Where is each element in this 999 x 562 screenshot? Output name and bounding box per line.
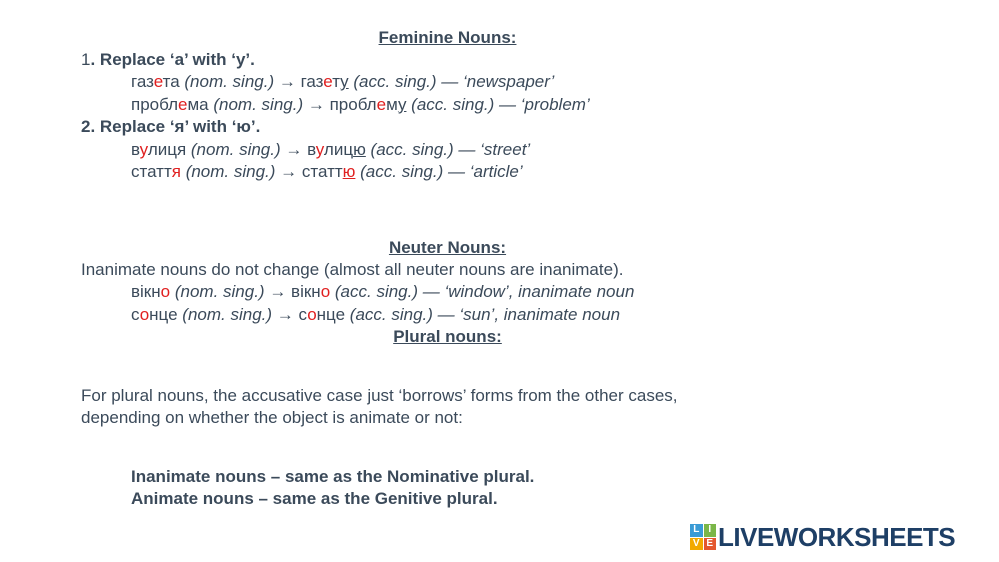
- case-tag-translation: (acc. sing.) — ‘newspaper’: [348, 72, 555, 91]
- feminine-example-problem: [131, 94, 590, 116]
- arrow: →: [303, 95, 330, 114]
- word-part: вікн: [131, 282, 161, 301]
- word-part: та: [162, 72, 180, 91]
- arrow: →: [274, 72, 301, 91]
- word-part: пробл: [329, 95, 377, 114]
- stress-letter: е: [323, 72, 333, 91]
- word-part: нце: [316, 305, 346, 324]
- case-tag: (nom. sing.): [180, 162, 276, 181]
- feminine-rule-1: [81, 49, 255, 71]
- word-part: статт: [301, 162, 343, 181]
- case-tag-translation: (acc. sing.) — ‘problem’: [406, 95, 590, 114]
- liveworksheets-logo: [690, 521, 955, 553]
- stress-letter: е: [153, 72, 163, 91]
- neuter-heading: Neuter Nouns:: [388, 238, 507, 257]
- feminine-heading: Feminine Nouns:: [378, 28, 517, 47]
- feminine-example-street: [131, 139, 530, 161]
- word-part: ма: [187, 95, 209, 114]
- stress-letter: е: [376, 95, 387, 114]
- arrow: →: [272, 305, 299, 324]
- case-tag-translation: (acc. sing.) — ‘sun’, inanimate noun: [345, 305, 621, 324]
- word-part: м: [386, 95, 398, 114]
- word-part: лиця: [147, 140, 187, 159]
- logo-mark-icon: [690, 524, 716, 550]
- logo-text: LIVEWORKSHEETS: [718, 521, 956, 552]
- word-part: газ: [300, 72, 324, 91]
- word-part: т: [332, 72, 341, 91]
- stress-letter: у: [139, 140, 148, 159]
- word-part: с: [298, 305, 308, 324]
- word-part: пробл: [131, 95, 179, 114]
- case-tag-translation: (acc. sing.) — ‘article’: [355, 162, 523, 181]
- case-tag-translation: (acc. sing.) — ‘street’: [365, 140, 531, 159]
- word-part: с: [131, 305, 140, 324]
- ending-underlined: у: [397, 95, 407, 114]
- arrow: →: [264, 282, 292, 301]
- word-part: в: [307, 140, 316, 159]
- ending-underlined: ю: [342, 162, 356, 181]
- feminine-example-article: [131, 161, 523, 183]
- arrow: →: [275, 162, 302, 181]
- case-tag: (nom. sing.): [186, 140, 281, 159]
- stress-letter: о: [139, 305, 150, 324]
- arrow: →: [280, 140, 308, 159]
- logo-letter: I: [704, 524, 717, 537]
- case-tag-translation: (acc. sing.) — ‘window’, inanimate noun: [330, 282, 635, 301]
- plural-paragraph-line-1: For plural nouns, the accusative case just ‘borrows’ forms from the other cases,: [81, 386, 678, 405]
- word-part: лиц: [323, 140, 354, 159]
- neuter-example-sun: [131, 304, 620, 326]
- stress-letter: у: [315, 140, 324, 159]
- neuter-intro: Inanimate nouns do not change (almost all neuter nouns are inanimate).: [81, 260, 624, 279]
- logo-letter: V: [690, 538, 703, 551]
- word-part: в: [131, 140, 140, 159]
- plural-heading: Plural nouns:: [393, 327, 502, 346]
- case-tag: (nom. sing.): [179, 72, 275, 91]
- stress-letter: е: [178, 95, 188, 114]
- case-tag: (nom. sing.): [170, 282, 265, 301]
- plural-paragraph-line-2: depending on whether the object is animate or not:: [81, 408, 463, 427]
- stress-letter: я: [171, 162, 181, 181]
- neuter-example-window: [131, 281, 634, 303]
- logo-letter: L: [690, 524, 703, 537]
- ending-underlined: ю: [353, 140, 366, 159]
- word-part: вікн: [291, 282, 321, 301]
- logo-letter: E: [704, 538, 717, 551]
- feminine-example-newspaper: [131, 71, 554, 93]
- plural-rule-inanimate: Inanimate nouns – same as the Nominative plural.: [131, 467, 535, 486]
- rule-1-text: . Replace ‘а’ with ‘у’.: [90, 50, 255, 69]
- stress-letter: о: [307, 305, 317, 324]
- stress-letter: о: [320, 282, 331, 301]
- feminine-rule-2: 2. Replace ‘я’ with ‘ю’.: [81, 117, 261, 136]
- word-part: статт: [131, 162, 172, 181]
- ending-underlined: у: [340, 72, 349, 91]
- word-part: нце: [149, 305, 178, 324]
- stress-letter: о: [160, 282, 171, 301]
- case-tag: (nom. sing.): [208, 95, 304, 114]
- case-tag: (nom. sing.): [177, 305, 273, 324]
- plural-rule-animate: Animate nouns – same as the Genitive plural.: [131, 489, 498, 508]
- rule-1-number: 1: [81, 50, 91, 69]
- word-part: газ: [131, 72, 154, 91]
